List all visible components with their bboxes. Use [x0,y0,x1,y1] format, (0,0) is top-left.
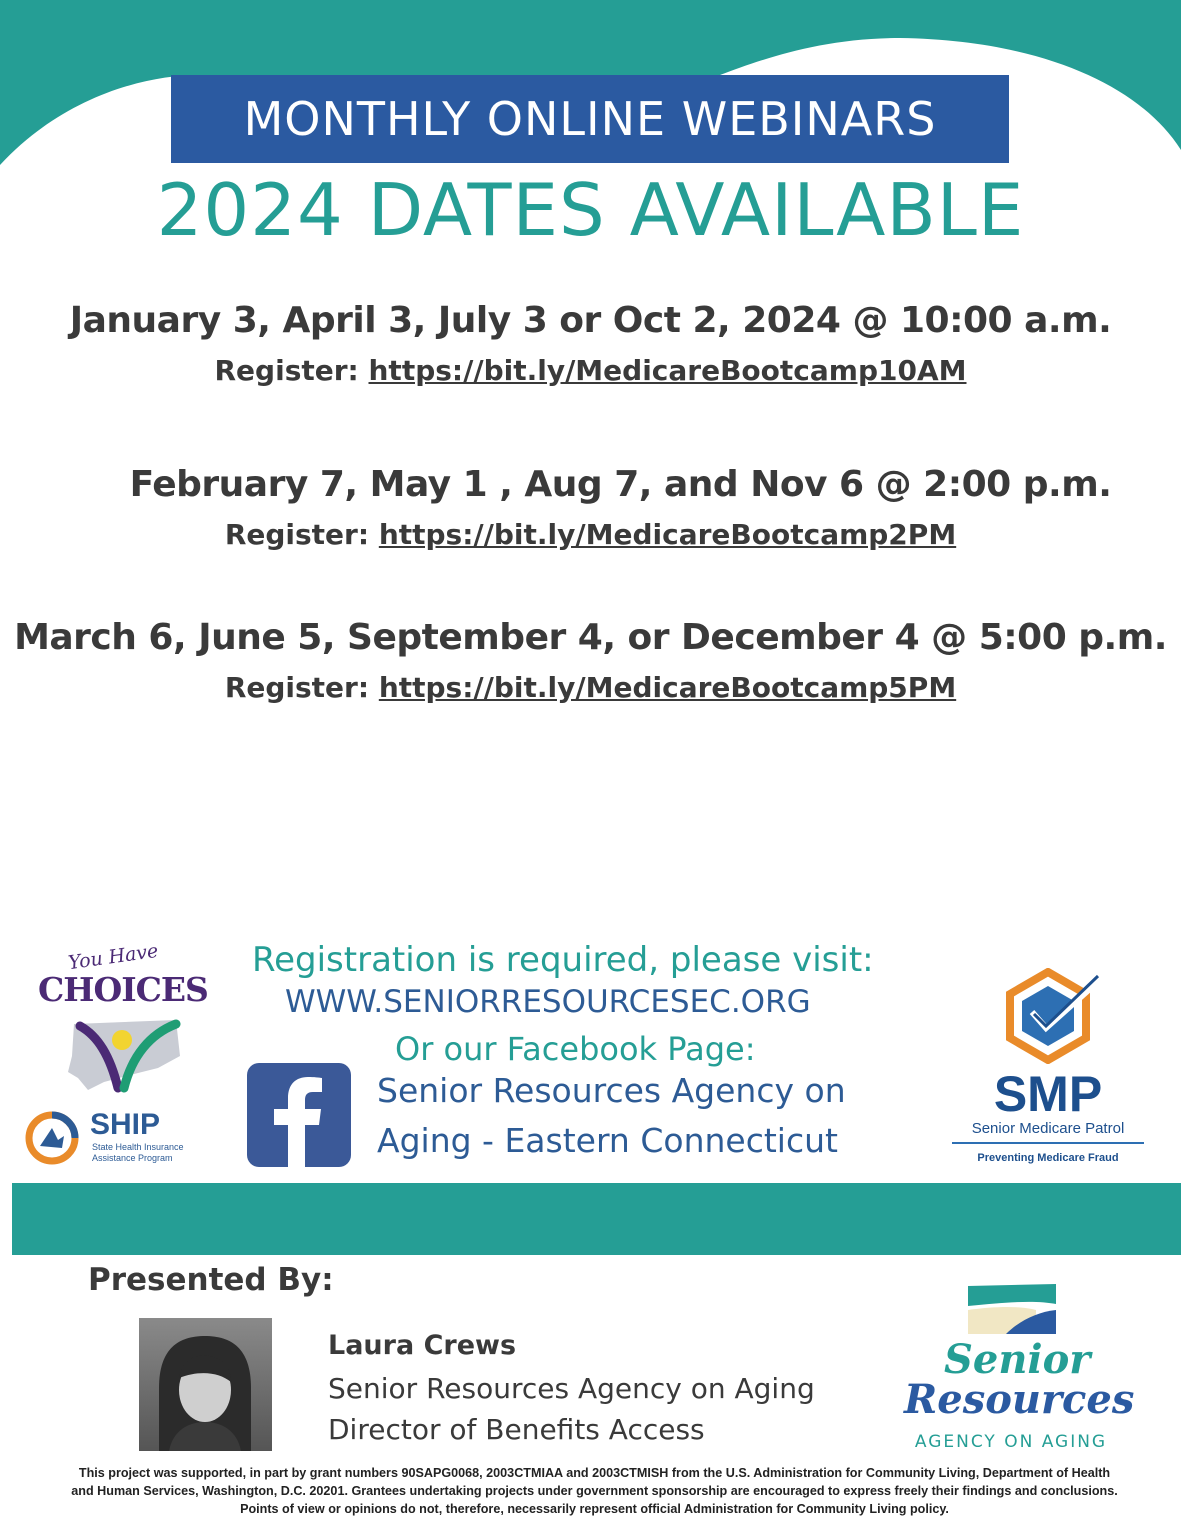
senior-resources-emblem-icon [966,1282,1058,1336]
smp-divider [952,1142,1144,1144]
session-1-register [0,354,1181,387]
session-3-register-label: Register: [224,671,370,704]
presenter-silhouette-icon [139,1318,272,1451]
facebook-intro-text: Or our Facebook Page: [395,1030,756,1068]
presented-by-heading: Presented By: [88,1262,334,1298]
smp-logo [950,968,1150,1173]
presenter-organization: Senior Resources Agency on Aging [328,1372,815,1405]
banner-text: MONTHLY ONLINE WEBINARS [243,92,937,146]
session-3-register [0,671,1181,704]
presenter-photo [139,1318,272,1451]
page-headline: 2024 DATES AVAILABLE [156,168,1025,252]
smp-tagline: Preventing Medicare Fraud [977,1152,1119,1164]
senior-resources-logo [896,1282,1135,1454]
senior-resources-line-3: AGENCY ON AGING [914,1432,1108,1452]
session-1-register-link[interactable]: https://bit.ly/MedicareBootcamp10AM [368,354,967,387]
smp-title: SMP [993,1066,1103,1122]
facebook-page-line-2[interactable]: Aging - Eastern Connecticut [377,1121,838,1160]
teal-divider-band [12,1183,1181,1255]
session-2-dates: February 7, May 1 , Aug 7, and Nov 6 @ 2:00 p.m. [129,464,1112,505]
session-1-dates: January 3, April 3, July 3 or Oct 2, 2024 @ 10:00 a.m. [69,300,1112,341]
facebook-page-line-1[interactable]: Senior Resources Agency on [377,1071,846,1110]
choices-top-text: You Have [66,939,160,975]
choices-main-text: CHOICES [38,970,208,1009]
ship-title: SHIP [90,1108,161,1141]
choices-logo [28,940,228,1100]
session-3-dates: March 6, June 5, September 4, or December 4 @ 5:00 p.m. [14,617,1167,658]
session-3-register-link[interactable]: https://bit.ly/MedicareBootcamp5PM [378,671,957,704]
grant-disclaimer [8,1464,1181,1518]
smp-subtitle: Senior Medicare Patrol [971,1120,1125,1137]
connecticut-map-icon [58,1016,198,1096]
session-2-register-label: Register: [224,518,370,551]
session-2-register [0,518,1181,551]
session-1-register-label: Register: [214,354,359,387]
session-2-register-link[interactable]: https://bit.ly/MedicareBootcamp2PM [378,518,957,551]
title-banner [171,75,1009,163]
facebook-f-glyph [247,1063,351,1167]
ship-subtitle-1: State Health Insurance [92,1142,184,1152]
senior-resources-line-2: Resources [904,1376,1135,1423]
facebook-icon[interactable] [247,1063,351,1167]
registration-required-text: Registration is required, please visit: [252,940,874,980]
website-link[interactable]: WWW.SENIORRESOURCESEC.ORG [285,984,811,1020]
disclaimer-line-2: and Human Services, Washington, D.C. 20201. Grantees undertaking projects under government sponsorship are encouraged to express freely their findings and conclusions. [71,1484,1118,1498]
disclaimer-line-1: This project was supported, in part by grant numbers 90SAPG0068, 2003CTMIAA and 2003CTMISH from the U.S. Administration for Community Living, Department of Health [78,1466,1111,1480]
presenter-role: Director of Benefits Access [328,1413,705,1446]
senior-resources-line-1: Senior [944,1336,1091,1383]
disclaimer-line-3: Points of view or opinions do not, therefore, necessarily represent official Administration for Community Living policy. [240,1502,949,1516]
smp-shield-check-icon [1002,968,1106,1064]
ship-swirl-icon [24,1110,80,1166]
ship-logo [24,1108,224,1170]
presenter-name: Laura Crews [328,1330,517,1361]
ship-subtitle-2: Assistance Program [92,1153,173,1163]
